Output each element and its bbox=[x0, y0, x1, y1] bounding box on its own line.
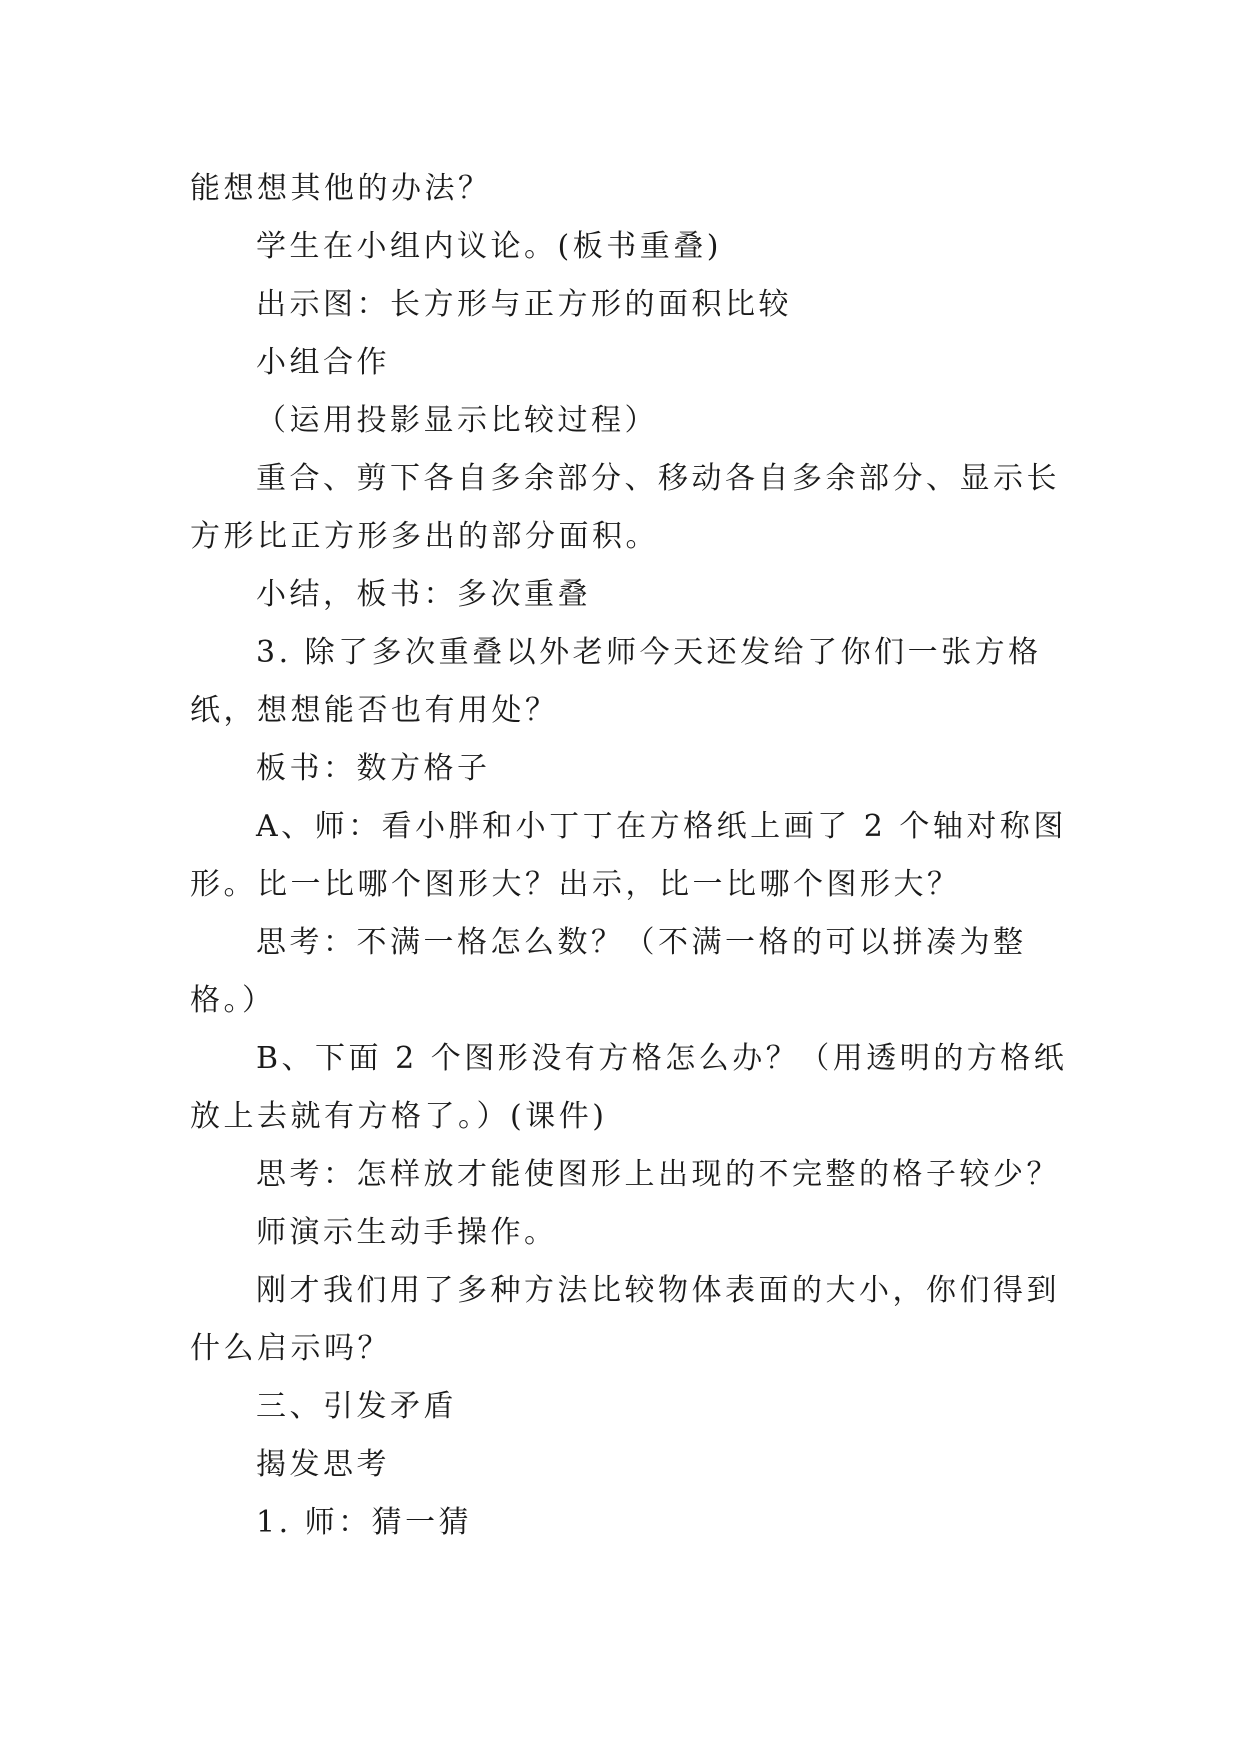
paragraph: B、下面 2 个图形没有方格怎么办？（用透明的方格纸放上去就有方格了。）(课件) bbox=[190, 1041, 1068, 1134]
paragraph: 刚才我们用了多种方法比较物体表面的大小，你们得到什么启示吗？ bbox=[190, 1273, 1060, 1366]
paragraph: 思考：不满一格怎么数？（不满一格的可以拼凑为整格。） bbox=[190, 925, 1027, 1018]
paragraph: 小结，板书：多次重叠 bbox=[256, 577, 591, 612]
paragraph: A、师：看小胖和小丁丁在方格纸上画了 2 个轴对称图形。比一比哪个图形大？出示，比一比哪个图形大？ bbox=[190, 809, 1067, 902]
paragraph: 揭发思考 bbox=[256, 1447, 390, 1482]
paragraph: （运用投影显示比较过程） bbox=[256, 403, 658, 438]
paragraph: 小组合作 bbox=[256, 345, 390, 380]
paragraph: 3. 除了多次重叠以外老师今天还发给了你们一张方格纸，想想能否也有用处？ bbox=[190, 635, 1042, 728]
section-heading: 三、引发矛盾 bbox=[256, 1389, 457, 1424]
paragraph: 重合、剪下各自多余部分、移动各自多余部分、显示长方形比正方形多出的部分面积。 bbox=[190, 461, 1060, 554]
paragraph: 思考：怎样放才能使图形上出现的不完整的格子较少？ bbox=[256, 1157, 1060, 1192]
document-body bbox=[190, 160, 1070, 1552]
paragraph: 师演示生动手操作。 bbox=[256, 1215, 558, 1250]
paragraph: 1. 师：猜一猜 bbox=[256, 1505, 473, 1540]
paragraph: 出示图：长方形与正方形的面积比较 bbox=[256, 287, 792, 322]
paragraph: 板书：数方格子 bbox=[256, 751, 491, 786]
paragraph: 学生在小组内议论。(板书重叠) bbox=[256, 229, 722, 264]
paragraph-continuation: 能想想其他的办法？ bbox=[190, 171, 492, 206]
